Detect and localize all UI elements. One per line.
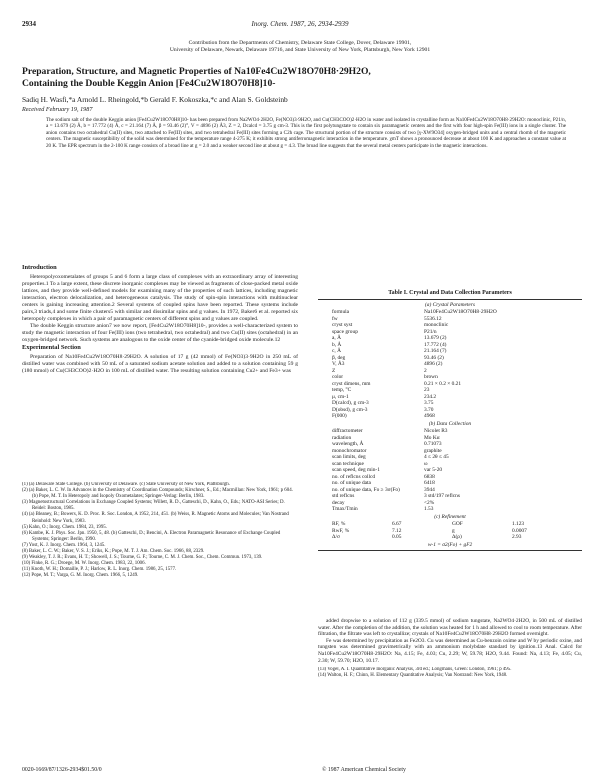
reference-item: (6) Kambe, K. J. Phys. Soc. Jpn. 1950, 5, 48. (b) Gatteschi, D.; Bencini, A. Electron Paramagnetic Resonance of Exchange Coupled Systems; Springer: Berlin, 1990. [22, 530, 281, 542]
footer-copyright: © 1987 American Chemical Society [322, 767, 406, 773]
table-cell-value: Na10Fe4Cu2W18O70H8·29H2O [424, 309, 497, 315]
table-cell-value: 234.2 [424, 393, 437, 400]
reference-item: (9) Weakley, T. J. R.; Evans, H. T.; Showell, J. S.; Tourne, G. F.; Tourne, C. M. J. Chem. Soc., Chem. Commun. 1973, 139. [22, 555, 263, 561]
table-cell-value: 0.0007 [512, 527, 527, 534]
reference-item: (2) (a) Baker, L. C. W. In Advances in the Chemistry of Coordination Compounds; Kirschner, S., Ed.; Macmillan: New York, 1961; p 604. (b) Pope, M. T. In Heteropoly and Isopoly Oxometalates; Springer-Verlag: Berlin, 1983. [22, 488, 293, 500]
title-line: Preparation, Structure, and Magnetic Properties of Na10Fe4Cu2W18O70H8·29H2O, [22, 66, 371, 77]
table-cell-label: scan speed, deg min-1 [332, 467, 380, 473]
weighting-scheme: w-1 = σ2(Fo) + gF2 [427, 541, 473, 548]
table-cell-label: radiation [332, 434, 352, 441]
table-cell-value: 3944 [424, 486, 435, 493]
experimental-paragraph: Preparation of Na10Fe4Cu2W18O70H8·29H2O. A solution of 17 g (42 mmol) of Fe(NO3)3·9H2O in 250 mL of distilled water was combined with 50 mL of a saturated sodium acetate solution and added to a solution containing 59 g (180 mmol) of Cu(CH3COO)2·H2O in 100 mL of distilled water. The resulting solution containing Cu2+ and Fe3+ was [22, 354, 298, 375]
table-cell-label: scan technique [332, 460, 364, 467]
table-cell-label: RwF, % [332, 527, 350, 534]
reference-item: (1) (a) Delaware State College. (b) University of Delaware. (c) State University of New York, Plattsburgh. [22, 482, 230, 487]
table-cell-value: graphite [424, 447, 442, 454]
table-cell-value: <2% [424, 499, 435, 506]
page-header [22, 20, 578, 32]
table-cell-label: D(obsd), g cm-3 [332, 406, 368, 413]
table-section-heading: (c) Refinement [434, 513, 466, 520]
table-cell-value: 1.53 [424, 506, 434, 512]
table-cell-value: 0.05 [392, 534, 402, 540]
table-cell-value: 3.70 [424, 406, 434, 413]
footer-code: 0020-1669/87/1326-2934$01.50/0 [22, 767, 102, 773]
table-row [318, 534, 582, 541]
title-line: Containing the Double Keggin Anion [Fe4Cu2W18O70H8]10- [22, 78, 276, 89]
table-cell-value: monoclinic [424, 322, 449, 328]
reference-item: (10) Finke, R. G.; Droege, M. W. Inorg. Chem. 1983, 22, 1006. [22, 561, 146, 567]
right-column-text [318, 618, 582, 679]
table-cell-label: wavelength, Å [332, 441, 364, 447]
table-cell-label: c, Å [332, 348, 341, 354]
table-cell-value: 1.123 [512, 521, 525, 527]
paper-title [22, 66, 578, 90]
table-cell-label: μ, cm-1 [332, 393, 349, 400]
table-cell-value: 0.21 × 0.2 × 0.21 [424, 380, 462, 387]
table-cell-label: Z [332, 367, 336, 374]
contribution-line: Contribution from the Departments of Chemistry, Delaware State College, Dover, Delaware 19901, [188, 40, 412, 46]
reference-item: (13) Vogel, A. I. Quantitative Inorganic Analysis, 3rd ed.; Longmans, Green: London, 1961; p 495. [318, 667, 512, 673]
reference-item: (4) (a) Bleaney, B.; Bowers, K. D. Proc. R. Soc. London, A 1952, 214, 451. (b) Weiss, R. Magnetic Atoms and Molecules; Van Nostrand Reinhold: New York, 1983. [22, 512, 289, 524]
left-column [22, 263, 298, 475]
table-cell-value: 6418 [424, 480, 435, 486]
table-row [318, 506, 582, 513]
table-cell-label: Δ/σ [332, 534, 340, 540]
table-cell-label: β, deg [332, 354, 346, 361]
introduction-heading: Introduction [22, 264, 57, 271]
table-crystal-parameters [318, 290, 582, 553]
reference-list-right [318, 667, 582, 679]
table-cell-value: Nicolet R3 [424, 428, 448, 434]
table-cell-value: 13.679 (2) [424, 335, 447, 341]
table-cell-value: 2 [424, 367, 427, 374]
table-cell-label: Tmax/Tmin [332, 506, 358, 512]
table-cell-value: 6838 [424, 473, 435, 480]
table-cell-label: diffractometer [332, 428, 363, 434]
reference-item: (7) Yost, K. J. Inorg. Chem. 1964, 3, 1245. [22, 542, 106, 548]
table-cell-label: D(calcd), g cm-3 [332, 400, 369, 406]
table-cell-label: temp, °C [332, 387, 352, 393]
table-cell-value: 3 std/197 reflcns [424, 493, 460, 499]
table-cell-label: RF, % [332, 521, 346, 527]
table-cell-value: 23 [424, 387, 430, 393]
table-cell-value: ω [424, 460, 428, 467]
intro-paragraph: The double Keggin structure anion7 we now report, [Fe4Cu2W18O70H8]10-, provides a well-characterized system to study the magnetic interaction of four Fe(III) ions (two tetrahedral, two octahedral) and two Cu(II) sites (octahedral) in an oxygen-bridged network. Such systems are analogous to the oxide center of the cyanide-bridged oxide molecule.12 [22, 322, 298, 343]
table-cell-label: GOF [452, 521, 463, 527]
intro-paragraph: Heteropolyoxometalates of groups 5 and 6 form a large class of complexes with an extraordinary array of interesting properties.1 To a large extent, these discrete inorganic complexes may be viewed as fragments of close-packed metal oxide lattices, and they provide well-defined models for examining many of the properties of such lattices, including magnetic interaction, electron delocalization, and heterogeneous catalysis. The study of spin-spin interactions with multinuclear centers is gaining increasing attention.2 Several systems of coupled spins have been reported. These systems include pairs,3 triads,4 and some finite clusters5 with similar and dissimilar spins and g values. In 1972, Baker6 et al. reported six heteropoly complexes in which a pair of paramagnetic centers of different spins and g values are coupled. [22, 273, 298, 322]
table-cell-label: monochromator [332, 447, 367, 454]
table-caption: Table I. Crystal and Data Collection Parameters [388, 290, 512, 296]
table-cell-value: 6.67 [392, 521, 402, 527]
reference-item: (14) Walton, H. F.; Chinn, H. Elementary Quantitative Analysis; Van Nostrand: New York, 1948. [318, 673, 508, 679]
reference-item: (12) Pope, M. T.; Varga, G. M. Inorg. Chem. 1966, 5, 1249. [22, 573, 139, 579]
abstract: The sodium salt of the double Keggin anion [Fe4Cu2W18O70H8]10- has been prepared from Na2WO4·2H2O, Fe(NO3)3·9H2O, and Cu(CH3COO)2·H2O in water and isolated in crystalline form as Na10Fe4Cu2W18O70H8·29H2O: monoclinic, P21/n, a = 13.679 (2) Å, b = 17.772 (4) Å, c = 21.164 (7) Å, β = 93.46 (2)°, V = 4896 (2) Å3, Z = 2, Dcalcd = 3.75 g cm-3. This is the first polytungstate to contain six paramagnetic centers and the first with four high-spin Fe(III) ions in a single cluster. The anion contains two octahedral Cu(II) sites, two attached to Fe(III) sites, and two tetrahedral Fe(III) sites forming a C2h cage. The structural portion of the structure consists of two [γ-XW9O34] oxygen-bridged units and a central rhomb of the magnetic centers. The magnetic susceptibility of the solid was determined for the temperature range 4-275 K; it exhibits strong antiferromagnetic interaction in the temperature. χmT shows a pronounced decrease at about 100 K and approaches a constant value at 20 K. The EPR spectrum in the 2-100 K range consists of a broad line at g = 2.0 and a weaker second line at about g = 4.3. The broad line suggests that the several metal centers participate in the magnetic interactions. [46, 117, 566, 149]
table-cell-value: 4896 (2) [424, 361, 443, 367]
table-cell-value: 3.75 [424, 400, 434, 406]
contribution-affiliation [22, 40, 578, 54]
table-cell-label: space group [332, 328, 358, 335]
table-cell-value: var 5-20 [424, 467, 443, 473]
table-cell-label: a, Å [332, 335, 341, 341]
table-cell-label: no. of unique data, Fo ≥ 3σ(Fo) [332, 486, 400, 493]
table-cell-value: Mo Kα [424, 434, 440, 441]
table-cell-value: P21/n [424, 328, 437, 335]
received-date: Received February 19, 1987 [22, 106, 93, 113]
table-cell-label: no. of unique data [332, 480, 371, 486]
reference-item: (11) Knoth, W. H.; Domaille, P. J.; Harlow, R. L. Inorg. Chem. 1986, 25, 1577. [22, 567, 177, 573]
table-cell-value: 93.46 (2) [424, 354, 444, 361]
table-cell-value: 5536.12 [424, 315, 442, 322]
table-cell-value: 0.71073 [424, 441, 442, 447]
table-cell-label: formula [332, 309, 350, 315]
table-cell-label: std reflcns [332, 493, 355, 499]
reference-list [22, 482, 298, 744]
table-cell-label: F(000) [332, 413, 347, 419]
table-cell-label: Δ(ρ) [452, 534, 462, 540]
authors: Sadiq H. Wasfi,*a Arnold L. Rheingold,*b Gerald F. Kokoszka,*c and Alan S. Goldsteinb [22, 95, 288, 104]
table-cell-label: cryst syst [332, 322, 353, 328]
page-number: 2934 [22, 20, 36, 28]
reference-item: (3) Magnetostructural Correlations in Exchange Coupled Systems; Willett, R. D., Gatteschi, D., Kahn, O., Eds.; NATO-ASI Series; D. Reidel: Boston, 1985. [22, 500, 285, 512]
table-section-heading: (b) Data Collection [428, 420, 472, 427]
experimental-heading: Experimental Section [22, 344, 81, 352]
reference-item: (5) Kahn, O.; Inorg. Chem. 1984, 23, 1995. [22, 524, 107, 530]
table-cell-value: 17.772 (4) [424, 341, 447, 348]
table-cell-value: 4968 [424, 413, 435, 419]
table-cell-value: 21.164 (7) [424, 348, 447, 354]
reference-item: (8) Baker, L. C. W.; Baker, V. S. J.; Eriks, K.; Pope, M. T. J. Am. Chem. Soc. 1966, 88, 2329. [22, 549, 205, 555]
table-cell-label: g [452, 527, 455, 534]
table-cell-value: 4 ≤ 2θ ≤ 45 [424, 454, 449, 460]
table-cell-label: V, Å3 [332, 361, 345, 367]
synthesis-paragraph: added dropwise to a solution of 112 g (339.5 mmol) of sodium tungstate, Na2WO4·2H2O, in 500 mL of distilled water. After the completion of the addition, the solution was heated for 1 h and allowed to cool to room temperature. After filtration, the filtrate was left to crystallize; crystals of Na10Fe4Cu2W18O70H8·29H2O formed overnight. [318, 618, 582, 638]
table-cell-value: brown [424, 374, 438, 380]
contribution-line: University of Delaware, Newark, Delaware 19716, and State University of New York, Plattsburgh, New York 12901 [169, 47, 431, 53]
table-cell-value: 7.12 [392, 527, 402, 534]
table-section-heading: (a) Crystal Parameters [424, 301, 475, 308]
table-cell-label: color [332, 374, 344, 380]
analysis-paragraph: Fe was determined by precipitation as Fe2O3. Cu was determined as Cu-benzoin oxime and W by periodic oxine, and tungsten was determined gravimetrically with an ammonium molybdate standard by ignition.13 Anal. Calcd for Na10Fe4Cu2W18O70H8·29H2O: Na, 4.15; Fe, 4.03; Cu, 2.29; W, 59.78; H2O, 9.44. Found: Na, 4.13; Fe, 4.05; Cu, 2.30; W, 59.70; H2O, 10.17. [318, 637, 582, 664]
table-cell-label: fw [332, 315, 338, 322]
table-cell-label: cryst dimens, mm [332, 380, 371, 387]
journal-citation: Inorg. Chem. 1987, 26, 2934-2939 [251, 20, 349, 28]
table-row [318, 413, 582, 420]
table-cell-value: 2.93 [512, 534, 522, 540]
table-cell-label: decay [332, 499, 345, 506]
table-cell-label: scan limits, deg [332, 454, 366, 460]
table-cell-label: no. of reflcns collcd [332, 473, 376, 480]
table-cell-label: b, Å [332, 341, 342, 348]
